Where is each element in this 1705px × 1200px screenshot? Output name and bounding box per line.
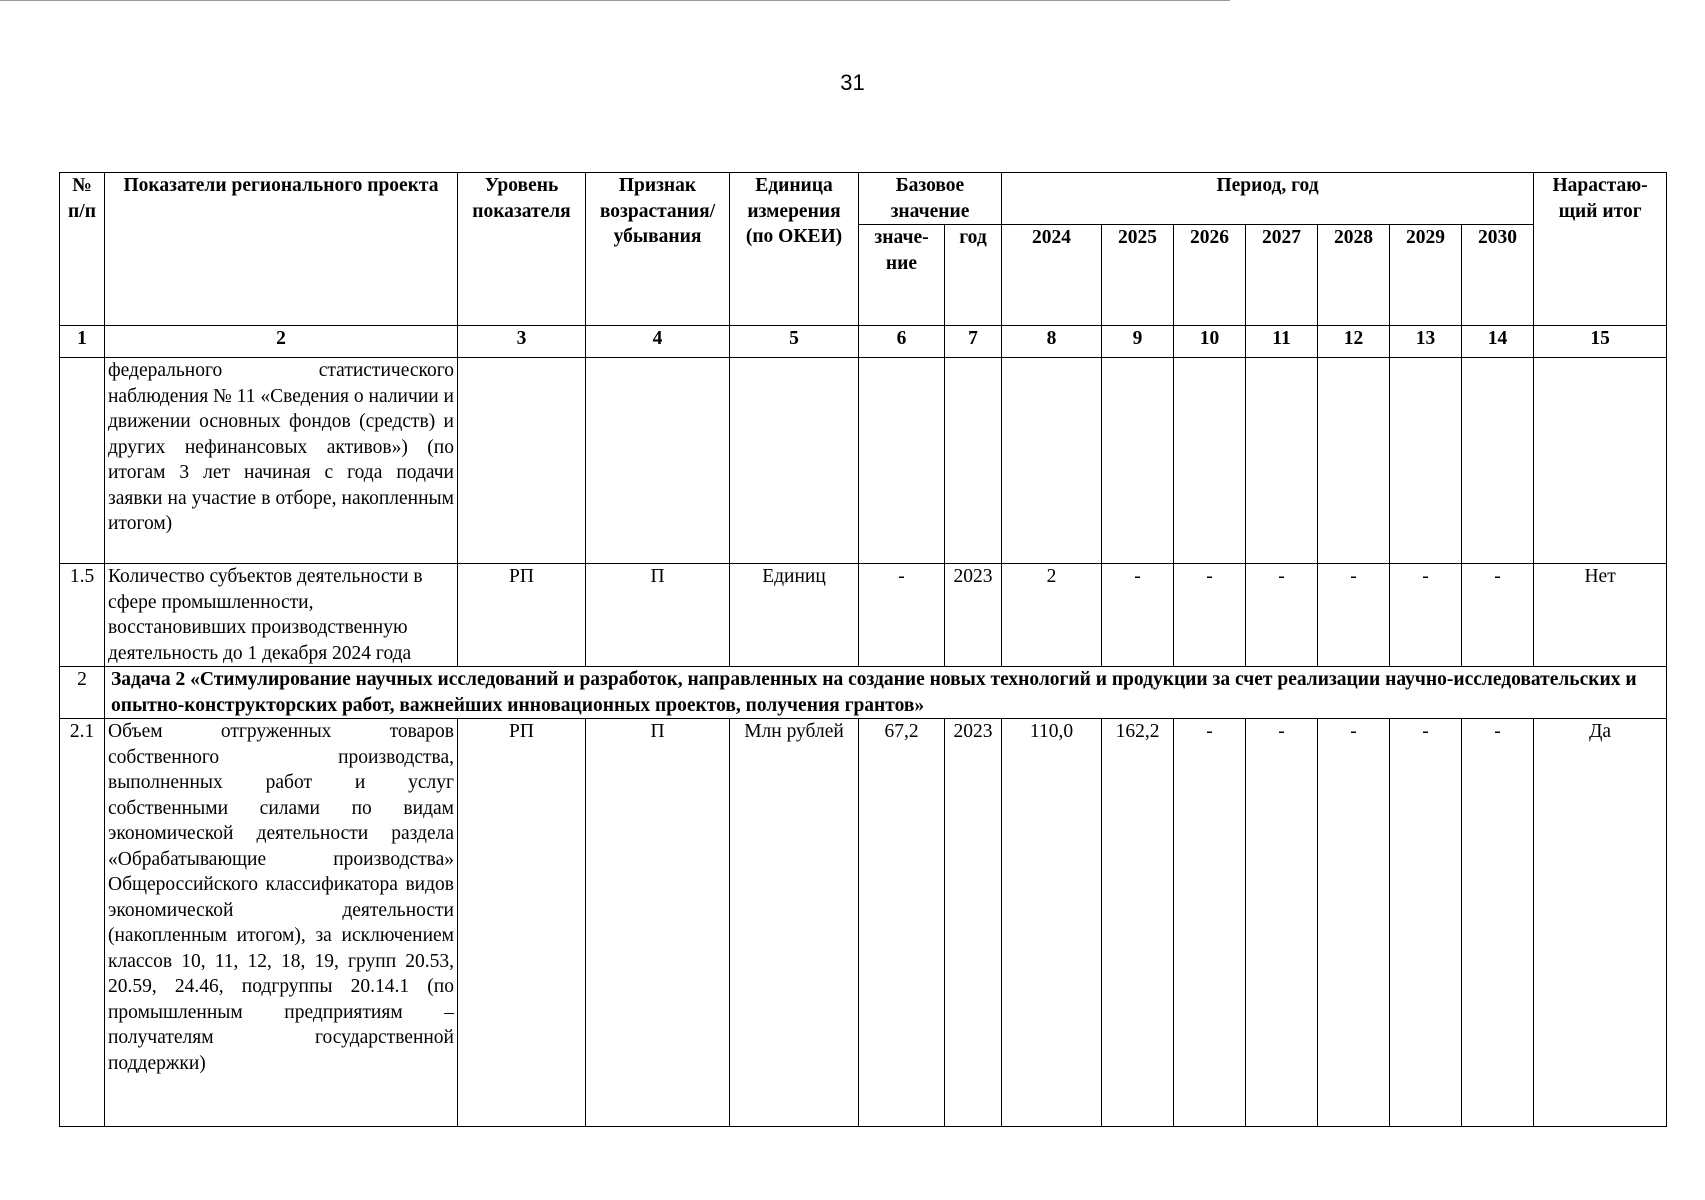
row-indicator: Объем отгруженных товаров собственного производства, выполненных работ и услуг собственными силами по видам экономической деятельности раздела «Обрабатывающие производства» Общероссийского классификатора видов экономической деятельности (накопленным итогом), за исключением классов 10, 11, 12, 18, 19, групп 20.53, 20.59, 24.46, подгруппы 20.14.1 (по промышленным предприятиям – получателям государственной поддержки) (105, 719, 458, 1127)
column-number: 8 (1002, 326, 1102, 358)
row-unit (730, 358, 859, 564)
row-level: РП (458, 719, 586, 1127)
table-row (60, 564, 1667, 667)
row-cumulative (1534, 358, 1667, 564)
column-number: 11 (1246, 326, 1318, 358)
row-value-2030: - (1462, 719, 1534, 1127)
header-base-value: значе-ние (859, 225, 945, 326)
header-num: № п/п (60, 173, 105, 326)
row-unit: Единиц (730, 564, 859, 667)
column-number: 12 (1318, 326, 1390, 358)
row-value-2026 (1174, 358, 1246, 564)
column-number: 15 (1534, 326, 1667, 358)
task-title: Задача 2 «Стимулирование научных исследований и разработок, направленных на создание новых технологий и продукции за счет реализации научно-исследовательских и опытно-конструкторских работ, важнейших инновационных проектов, получения грантов» (105, 667, 1667, 719)
row-num (60, 358, 105, 564)
row-base-value: - (859, 564, 945, 667)
header-unit: Единица измерения (по ОКЕИ) (730, 173, 859, 326)
row-cumulative: Нет (1534, 564, 1667, 667)
row-value-2030 (1462, 358, 1534, 564)
row-base-value (859, 358, 945, 564)
row-value-2030: - (1462, 564, 1534, 667)
column-number: 14 (1462, 326, 1534, 358)
header-year-2027: 2027 (1246, 225, 1318, 326)
column-number: 3 (458, 326, 586, 358)
row-indicator: федерального статистического наблюдения № 11 «Сведения о наличии и движении основных фондов (средств) и других нефинансовых активов») (по итогам 3 лет начиная с года подачи заявки на участие в отборе, накопленным итогом) (105, 358, 458, 564)
header-sign: Признак возрастания/ убывания (586, 173, 730, 326)
header-cumulative: Нарастаю-щий итог (1534, 173, 1667, 326)
row-value-2027 (1246, 358, 1318, 564)
table-row (60, 719, 1667, 1127)
header-base-year: год (945, 225, 1002, 326)
page-number: 31 (840, 70, 865, 95)
table-row (60, 358, 1667, 564)
indicators-table (59, 172, 1667, 1127)
column-number: 1 (60, 326, 105, 358)
row-value-2026: - (1174, 719, 1246, 1127)
column-number: 7 (945, 326, 1002, 358)
header-year-2025: 2025 (1102, 225, 1174, 326)
column-number-row (60, 326, 1667, 358)
row-num: 2.1 (60, 719, 105, 1127)
task-num: 2 (60, 667, 105, 719)
row-value-2024: 110,0 (1002, 719, 1102, 1127)
header-row-1 (60, 173, 1667, 225)
row-value-2029: - (1390, 719, 1462, 1127)
column-number: 6 (859, 326, 945, 358)
column-number: 4 (586, 326, 730, 358)
row-base-value: 67,2 (859, 719, 945, 1127)
row-level: РП (458, 564, 586, 667)
row-sign: П (586, 564, 730, 667)
row-value-2024: 2 (1002, 564, 1102, 667)
row-value-2025: - (1102, 564, 1174, 667)
header-year-2026: 2026 (1174, 225, 1246, 326)
row-value-2028: - (1318, 564, 1390, 667)
column-number: 5 (730, 326, 859, 358)
row-value-2025 (1102, 358, 1174, 564)
header-base: Базовое значение (859, 173, 1002, 225)
row-indicator: Количество субъектов деятельности в сфере промышленности, восстановивших производственную деятельность до 1 декабря 2024 года (105, 564, 458, 667)
row-value-2025: 162,2 (1102, 719, 1174, 1127)
header-level: Уровень показателя (458, 173, 586, 326)
row-sign: П (586, 719, 730, 1127)
column-number: 13 (1390, 326, 1462, 358)
column-number: 2 (105, 326, 458, 358)
row-level (458, 358, 586, 564)
scan-top-edge (0, 0, 1230, 1)
row-base-year: 2023 (945, 719, 1002, 1127)
row-base-year (945, 358, 1002, 564)
header-year-2028: 2028 (1318, 225, 1390, 326)
row-value-2029: - (1390, 564, 1462, 667)
row-base-year: 2023 (945, 564, 1002, 667)
task-row (60, 667, 1667, 719)
row-value-2027: - (1246, 564, 1318, 667)
row-value-2029 (1390, 358, 1462, 564)
row-value-2024 (1002, 358, 1102, 564)
header-year-2030: 2030 (1462, 225, 1534, 326)
row-cumulative: Да (1534, 719, 1667, 1127)
row-num: 1.5 (60, 564, 105, 667)
row-value-2028 (1318, 358, 1390, 564)
row-value-2026: - (1174, 564, 1246, 667)
row-value-2028: - (1318, 719, 1390, 1127)
row-value-2027: - (1246, 719, 1318, 1127)
header-year-2029: 2029 (1390, 225, 1462, 326)
row-sign (586, 358, 730, 564)
column-number: 9 (1102, 326, 1174, 358)
header-indicators: Показатели регионального проекта (105, 173, 458, 326)
column-number: 10 (1174, 326, 1246, 358)
row-unit: Млн рублей (730, 719, 859, 1127)
header-year-2024: 2024 (1002, 225, 1102, 326)
header-period: Период, год (1002, 173, 1534, 225)
